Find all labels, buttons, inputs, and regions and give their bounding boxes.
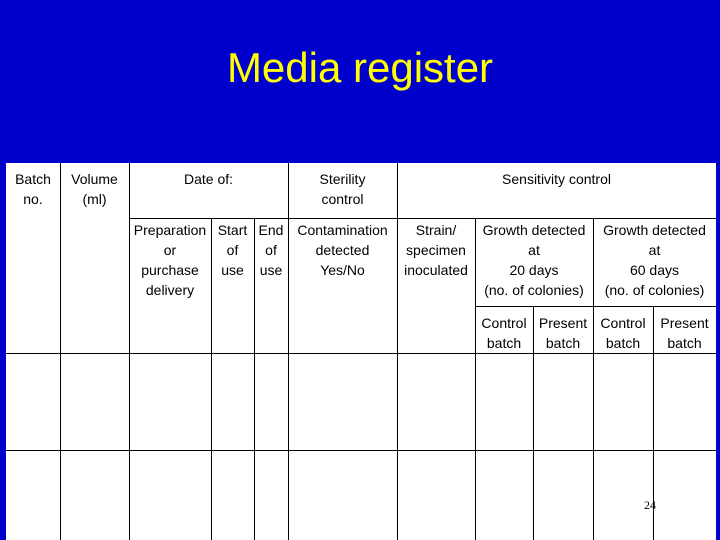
subheader-growth-60-days: Growth detected at 60 days (no. of colonies): [603, 222, 706, 298]
media-register-table: [6, 163, 716, 540]
row-divider: [6, 450, 716, 451]
subheader-present-batch-20: Present batch: [538, 315, 588, 351]
subheader-contamination: Contamination detected Yes/No: [297, 222, 388, 278]
column-divider: [60, 163, 61, 540]
row-divider: [6, 353, 716, 354]
page-number: 24: [644, 498, 656, 512]
row-divider: [475, 306, 716, 307]
subheader-strain: Strain/ specimen inoculated: [404, 222, 468, 278]
slide-title: Media register: [226, 44, 494, 91]
subheader-start: Start of use: [217, 222, 248, 278]
subheader-control-batch-60: Control batch: [600, 315, 646, 351]
subheader-present-batch-60: Present batch: [660, 315, 709, 351]
header-volume: Volume (ml): [71, 171, 118, 207]
subheader-growth-20-days: Growth detected at 20 days (no. of colonies): [482, 222, 586, 298]
subheader-control-batch-20: Control batch: [481, 315, 527, 351]
subheader-preparation: Preparation or purchase delivery: [133, 222, 207, 298]
header-sterility-control: Sterility control: [319, 171, 366, 207]
header-sensitivity-control: Sensitivity control: [502, 171, 611, 187]
header-batch-no: Batch no.: [15, 171, 51, 207]
row-divider: [129, 218, 716, 219]
subheader-end: End of use: [258, 222, 284, 278]
header-date-of: Date of:: [183, 171, 234, 187]
